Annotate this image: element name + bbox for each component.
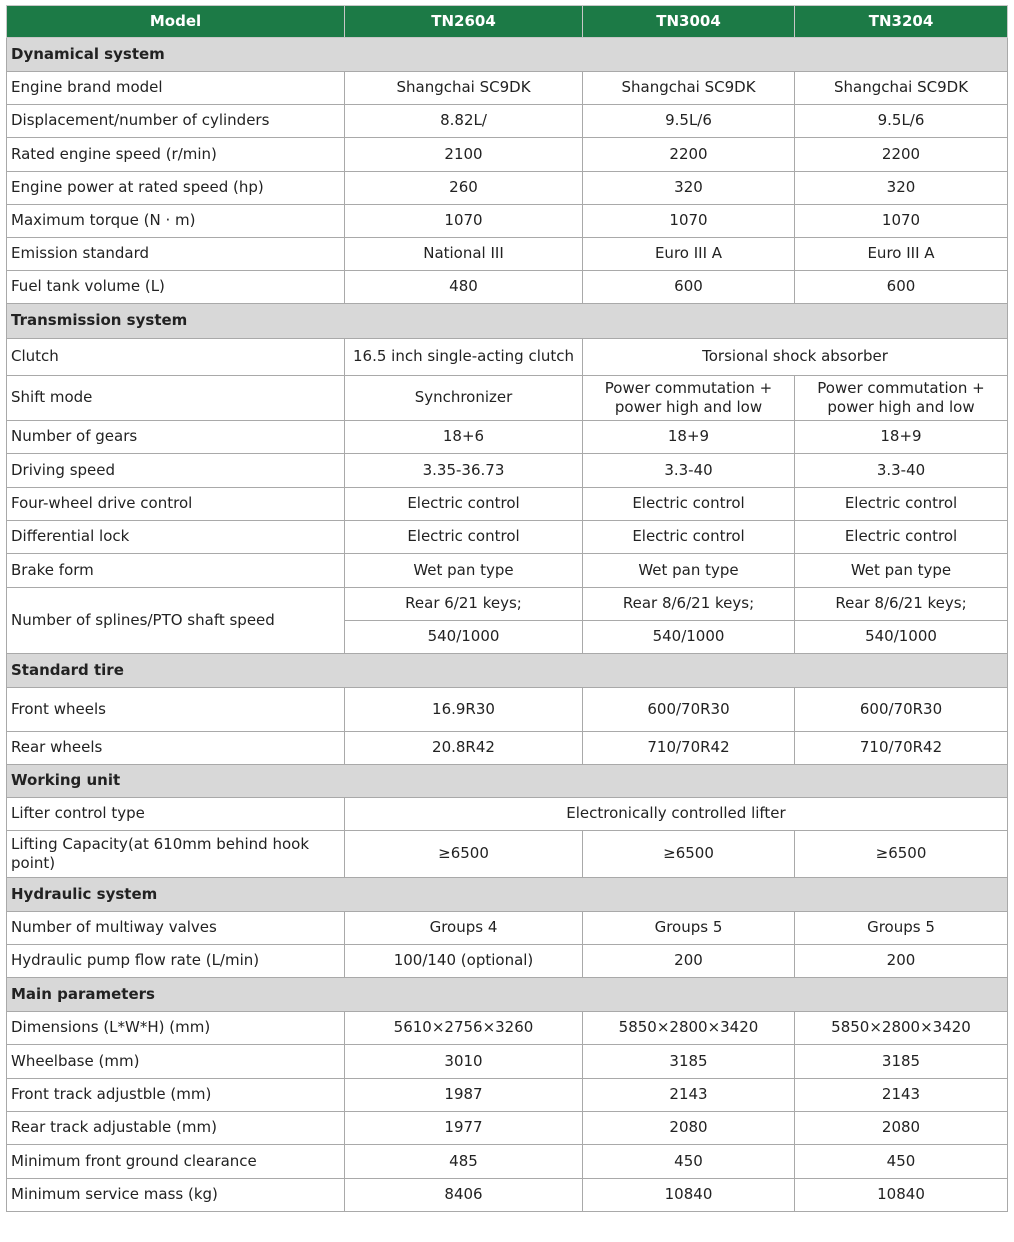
spec-value-cell: 18+6 (345, 421, 583, 454)
spec-value-cell: Shangchai SC9DK (583, 72, 795, 105)
spec-value-cell: 5850×2800×3420 (795, 1012, 1008, 1045)
spec-value-cell: Euro III A (583, 238, 795, 271)
spec-label-cell: Rear track adjustable (mm) (7, 1112, 345, 1145)
spec-value-cell: Shangchai SC9DK (795, 72, 1008, 105)
spec-value-cell: Electronically controlled lifter (345, 798, 1008, 831)
spec-value-cell: 3.35-36.73 (345, 454, 583, 488)
spec-label-cell: Front track adjustble (mm) (7, 1079, 345, 1112)
spec-label-cell: Wheelbase (mm) (7, 1045, 345, 1079)
spec-value-cell: 3185 (583, 1045, 795, 1079)
table-row (7, 588, 1008, 621)
spec-label-cell: Four-wheel drive control (7, 488, 345, 521)
spec-label-cell: Displacement/number of cylinders (7, 105, 345, 138)
header-tn2604: TN2604 (345, 6, 583, 38)
spec-value-cell: Synchronizer (345, 376, 583, 421)
spec-value-cell: ≥6500 (795, 831, 1008, 878)
table-row (7, 421, 1008, 454)
spec-value-cell: Electric control (795, 488, 1008, 521)
spec-value-cell: 710/70R42 (795, 732, 1008, 765)
spec-label-cell: Driving speed (7, 454, 345, 488)
spec-value-cell: 3010 (345, 1045, 583, 1079)
table-row (7, 1079, 1008, 1112)
spec-value-cell: 600 (795, 271, 1008, 304)
spec-value-cell: 5610×2756×3260 (345, 1012, 583, 1045)
section-header-row (7, 654, 1008, 688)
spec-value-cell: Euro III A (795, 238, 1008, 271)
table-row (7, 454, 1008, 488)
table-row (7, 172, 1008, 205)
table-row (7, 912, 1008, 945)
spec-value-cell: 2200 (795, 138, 1008, 172)
spec-value-cell: 600 (583, 271, 795, 304)
spec-value-cell: 2143 (795, 1079, 1008, 1112)
spec-label-cell: Dimensions (L*W*H) (mm) (7, 1012, 345, 1045)
spec-value-cell: 18+9 (583, 421, 795, 454)
spec-value-cell: 9.5L/6 (795, 105, 1008, 138)
section-title: Transmission system (7, 304, 1008, 339)
spec-value-cell: Wet pan type (345, 554, 583, 588)
spec-value-cell: 8406 (345, 1179, 583, 1212)
spec-value-cell: ≥6500 (345, 831, 583, 878)
spec-label-cell: Differential lock (7, 521, 345, 554)
spec-value-cell: 600/70R30 (583, 688, 795, 732)
spec-value-cell: 2143 (583, 1079, 795, 1112)
table-row (7, 831, 1008, 878)
spec-label-cell: Number of gears (7, 421, 345, 454)
spec-value-cell: 260 (345, 172, 583, 205)
spec-value-cell: Rear 6/21 keys; (345, 588, 583, 621)
spec-label-cell: Hydraulic pump flow rate (L/min) (7, 945, 345, 978)
spec-value-cell: Groups 5 (583, 912, 795, 945)
table-row (7, 1179, 1008, 1212)
spec-label-cell: Brake form (7, 554, 345, 588)
spec-value-cell: 1070 (795, 205, 1008, 238)
table-row (7, 1145, 1008, 1179)
spec-label-cell: Engine brand model (7, 72, 345, 105)
spec-label-cell: Rear wheels (7, 732, 345, 765)
spec-label-cell: Lifting Capacity(at 610mm behind hook point) (7, 831, 345, 878)
spec-value-cell: 10840 (795, 1179, 1008, 1212)
header-tn3004: TN3004 (583, 6, 795, 38)
table-row (7, 1112, 1008, 1145)
spec-label-cell: Emission standard (7, 238, 345, 271)
spec-value-cell: Electric control (583, 488, 795, 521)
spec-value-cell: 1070 (345, 205, 583, 238)
spec-value-cell: 1987 (345, 1079, 583, 1112)
table-row (7, 238, 1008, 271)
header-row (7, 6, 1008, 38)
table-row (7, 554, 1008, 588)
section-title: Standard tire (7, 654, 1008, 688)
spec-label-cell: Number of splines/PTO shaft speed (7, 588, 345, 654)
spec-value-cell: 200 (795, 945, 1008, 978)
spec-value-cell: 5850×2800×3420 (583, 1012, 795, 1045)
table-row (7, 1012, 1008, 1045)
spec-value-cell: 450 (795, 1145, 1008, 1179)
section-title: Dynamical system (7, 38, 1008, 72)
spec-value-cell: 2080 (795, 1112, 1008, 1145)
spec-value-cell: Electric control (345, 521, 583, 554)
spec-value-cell: 1070 (583, 205, 795, 238)
spec-value-cell: 3.3-40 (795, 454, 1008, 488)
section-title: Main parameters (7, 978, 1008, 1012)
spec-value-cell: Wet pan type (795, 554, 1008, 588)
table-row (7, 105, 1008, 138)
spec-value-cell: ≥6500 (583, 831, 795, 878)
spec-table (6, 5, 1008, 1212)
section-header-row (7, 38, 1008, 72)
spec-value-cell: Rear 8/6/21 keys; (583, 588, 795, 621)
spec-value-cell: Electric control (583, 521, 795, 554)
spec-value-cell: 200 (583, 945, 795, 978)
spec-label-cell: Shift mode (7, 376, 345, 421)
header-model: Model (7, 6, 345, 38)
spec-label-cell: Fuel tank volume (L) (7, 271, 345, 304)
spec-value-cell: 16.5 inch single-acting clutch (345, 339, 583, 376)
header-tn3204: TN3204 (795, 6, 1008, 38)
spec-value-cell: 320 (583, 172, 795, 205)
spec-value-cell: 710/70R42 (583, 732, 795, 765)
section-header-row (7, 978, 1008, 1012)
spec-value-cell: 3.3-40 (583, 454, 795, 488)
spec-label-cell: Clutch (7, 339, 345, 376)
spec-value-cell: Wet pan type (583, 554, 795, 588)
spec-value-cell: 20.8R42 (345, 732, 583, 765)
section-header-row (7, 304, 1008, 339)
spec-value-cell: National III (345, 238, 583, 271)
spec-label-cell: Minimum front ground clearance (7, 1145, 345, 1179)
table-row (7, 1045, 1008, 1079)
spec-value-cell: 2200 (583, 138, 795, 172)
table-row (7, 521, 1008, 554)
spec-label-cell: Lifter control type (7, 798, 345, 831)
spec-value-cell: 9.5L/6 (583, 105, 795, 138)
spec-label-cell: Engine power at rated speed (hp) (7, 172, 345, 205)
spec-value-cell: Torsional shock absorber (583, 339, 1008, 376)
spec-label-cell: Front wheels (7, 688, 345, 732)
section-title: Hydraulic system (7, 878, 1008, 912)
table-body (7, 38, 1008, 1212)
spec-label-cell: Rated engine speed (r/min) (7, 138, 345, 172)
spec-value-cell: 3185 (795, 1045, 1008, 1079)
spec-value-cell: Power commutation + power high and low (583, 376, 795, 421)
spec-value-cell: 10840 (583, 1179, 795, 1212)
spec-value-cell: 485 (345, 1145, 583, 1179)
table-header (7, 6, 1008, 38)
table-row (7, 688, 1008, 732)
table-row (7, 205, 1008, 238)
spec-value-cell: 540/1000 (345, 621, 583, 654)
table-row (7, 271, 1008, 304)
spec-value-cell: 320 (795, 172, 1008, 205)
table-row (7, 339, 1008, 376)
spec-value-cell: 540/1000 (583, 621, 795, 654)
spec-label-cell: Number of multiway valves (7, 912, 345, 945)
spec-value-cell: Rear 8/6/21 keys; (795, 588, 1008, 621)
spec-value-cell: Groups 4 (345, 912, 583, 945)
table-row (7, 732, 1008, 765)
spec-value-cell: 100/140 (optional) (345, 945, 583, 978)
spec-value-cell: 480 (345, 271, 583, 304)
spec-value-cell: Power commutation + power high and low (795, 376, 1008, 421)
spec-value-cell: 600/70R30 (795, 688, 1008, 732)
spec-value-cell: 1977 (345, 1112, 583, 1145)
table-row (7, 488, 1008, 521)
section-title: Working unit (7, 765, 1008, 798)
spec-value-cell: Groups 5 (795, 912, 1008, 945)
spec-label-cell: Maximum torque (N · m) (7, 205, 345, 238)
spec-value-cell: 540/1000 (795, 621, 1008, 654)
table-row (7, 798, 1008, 831)
spec-value-cell: 2100 (345, 138, 583, 172)
spec-value-cell: Shangchai SC9DK (345, 72, 583, 105)
spec-value-cell: Electric control (795, 521, 1008, 554)
section-header-row (7, 878, 1008, 912)
spec-value-cell: 2080 (583, 1112, 795, 1145)
table-row (7, 72, 1008, 105)
table-row (7, 376, 1008, 421)
table-row (7, 138, 1008, 172)
spec-value-cell: 18+9 (795, 421, 1008, 454)
spec-value-cell: 450 (583, 1145, 795, 1179)
spec-label-cell: Minimum service mass (kg) (7, 1179, 345, 1212)
spec-value-cell: Electric control (345, 488, 583, 521)
spec-value-cell: 8.82L/ (345, 105, 583, 138)
section-header-row (7, 765, 1008, 798)
spec-value-cell: 16.9R30 (345, 688, 583, 732)
table-row (7, 945, 1008, 978)
